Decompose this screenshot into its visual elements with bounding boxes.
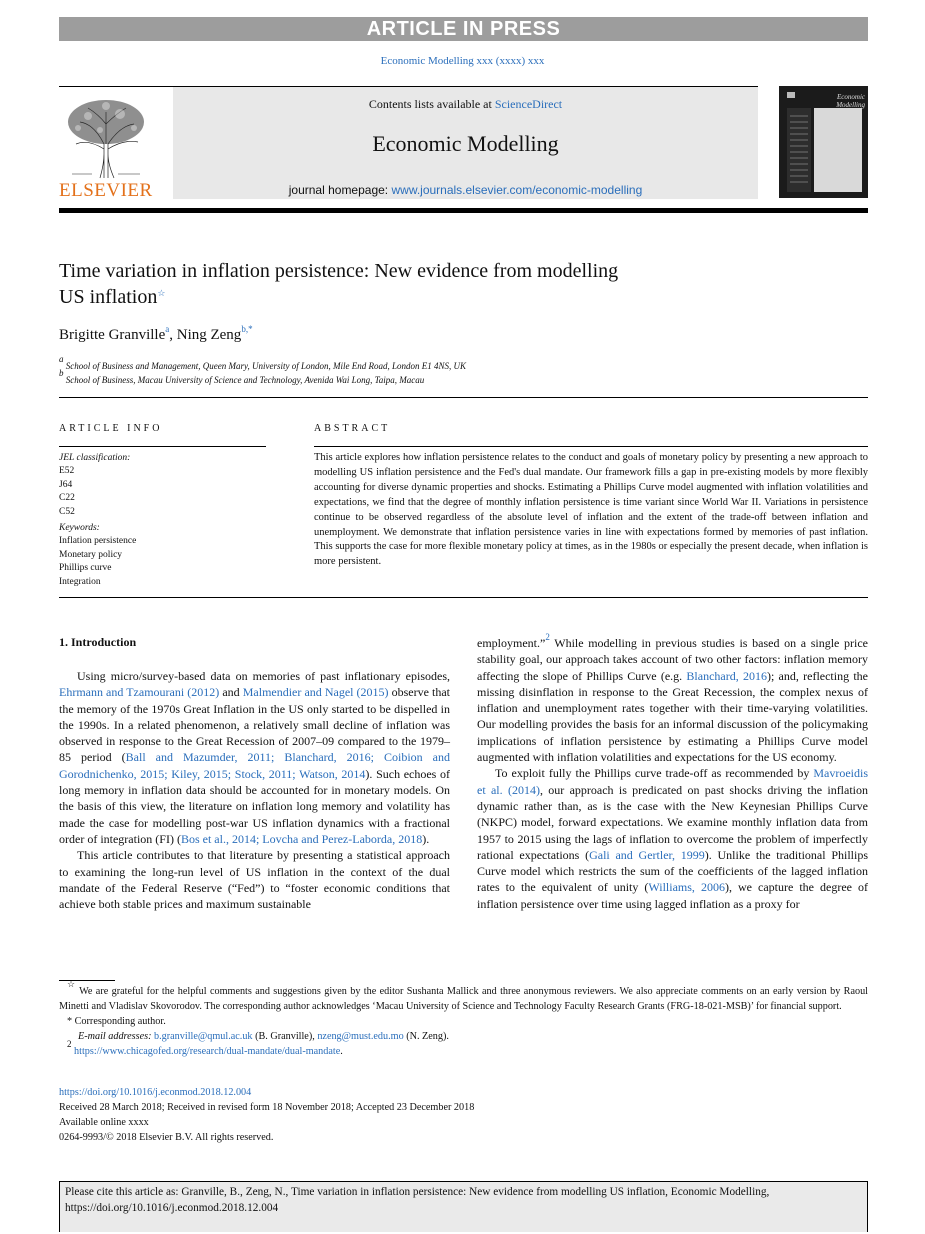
article-info-block [59, 452, 259, 589]
text-run: and [219, 685, 243, 700]
affiliation-a [59, 354, 466, 371]
text-run: While modelling in previous studies is based on a single price stability goal, our approach takes account of two other factors: inflation memory affecting the slope of Phillips Curve (e.g. [477, 636, 868, 683]
intro-paragraph-continued [477, 632, 868, 765]
author-1: Brigitte Granville [59, 327, 166, 343]
article-info-top-rule [59, 397, 868, 398]
article-info-rule [59, 446, 266, 447]
footnote-corresponding [59, 1014, 868, 1029]
footnote-2 [59, 1039, 868, 1059]
citation-link[interactable]: Gali and Gertler, 1999 [589, 847, 705, 862]
cite-box-text: Please cite this article as: Granville, B., Zeng, N., Time variation in inflation persistence: New evidence from modelling US inflation, Economic Modelling, https://doi.org/10.1016/j.econmod.2018.12.004 [65, 1186, 770, 1214]
citation-link[interactable]: Bos et al., 2014; Lovcha and Perez-Laborda, 2018 [180, 831, 423, 846]
contents-line [173, 97, 758, 112]
citation-link[interactable]: Blanchard, 2016 [686, 668, 767, 683]
corresponding-text: Corresponding author. [74, 1016, 166, 1027]
keywords-label: Keywords: [59, 523, 100, 534]
journal-name: Economic Modelling [372, 131, 559, 156]
email-name-1: (B. Granville), [252, 1031, 318, 1042]
text-run: , our approach is predicated on past shocks driving the inflation dynamic rather than, as is the case with the New Keynesian Phillips Curve (NKPC) model, forward expectations. We examine monthly inflation data from 1957 to 2015 using the lags of inflation to overcome the problem of imperfectly rational expectations ( [477, 782, 869, 862]
footnote-emails [59, 1029, 868, 1044]
footnote-2-end: . [340, 1046, 343, 1057]
jel-label: JEL classification: [59, 453, 131, 463]
author-2-affiliation-marker[interactable]: b,* [241, 324, 253, 334]
article-title [59, 258, 819, 310]
footnote-star-mark: ☆ [67, 979, 76, 989]
keyword: Phillips curve [59, 563, 112, 574]
title-footnote-star[interactable]: ☆ [157, 288, 166, 298]
abstract-rule [314, 446, 868, 447]
keyword: Inflation persistence [59, 536, 137, 547]
jel-code: E52 [59, 466, 75, 477]
journal-citation-link[interactable]: Economic Modelling xxx (xxxx) xxx [380, 55, 545, 67]
contents-prefix: Contents lists available at [368, 97, 495, 111]
affiliation-b-text: School of Business, Macau University of Science and Technology, Avenida Wai Long, Taipa, Macau [65, 375, 425, 385]
homepage-line [173, 183, 758, 197]
jel-code: C52 [59, 506, 75, 517]
right-column [477, 632, 869, 912]
journal-cover-image [779, 86, 868, 198]
email-label: E-mail addresses: [78, 1031, 152, 1042]
jel-code: C22 [59, 493, 75, 504]
article-metadata [59, 1085, 868, 1145]
citation-link[interactable]: Malmendier and Nagel (2015) [242, 685, 389, 700]
citation-link[interactable]: Ball and Mazumder, 2011; Blanchard, 2016; Coibion and Gorodnichenko, 2015; Kiley, 2015; Stock, 2011; Watson, 2014 [59, 750, 450, 781]
email-name-2: (N. Zeng). [403, 1031, 449, 1042]
email-link-2[interactable]: nzeng@must.edu.mo [317, 1031, 404, 1042]
title-line-1: Time variation in inflation persistence: New evidence from modelling [59, 260, 619, 282]
article-info-heading: ARTICLE INFO [59, 423, 163, 434]
jel-code: J64 [59, 479, 73, 490]
text-run: observe that the memory of the 1970s Great Inflation in the US only started to be dispelled in the 1990s. In a related phenomenon, a relatively small decline of inflation was observed in response to the Great Recession of 2007–09 compared to the 1979–85 period ( [59, 685, 451, 765]
abstract-heading: ABSTRACT [314, 423, 391, 434]
footnote-2-mark: 2 [67, 1039, 72, 1049]
section-heading-introduction: 1. Introduction [59, 635, 137, 649]
intro-paragraph-3 [477, 765, 868, 912]
footnote-2-link[interactable]: https://www.chicagofed.org/research/dual-mandate/dual-mandate [74, 1046, 341, 1057]
text-run: To exploit fully the Phillips curve trade-off as recommended by [495, 766, 814, 781]
citation-link[interactable]: Mavroeidis et al. (2014) [477, 766, 868, 797]
received-dates: Received 28 March 2018; Received in revised form 18 November 2018; Accepted 23 December 2018 [59, 1102, 475, 1113]
homepage-prefix: journal homepage: [288, 183, 392, 197]
affiliation-a-text: School of Business and Management, Queen Mary, University of London, Mile End Road, London E1 4NS, UK [65, 361, 466, 371]
sciencedirect-link[interactable]: ScienceDirect [494, 97, 563, 111]
copyright: 0264-9993/© 2018 Elsevier B.V. All rights reserved. [59, 1132, 274, 1143]
title-line-2: US inflation [59, 286, 158, 308]
intro-paragraph-1 [59, 668, 450, 847]
footnotes [59, 979, 868, 1059]
header-thick-rule [59, 208, 868, 213]
affiliation-b [59, 368, 425, 385]
text-run: employment.” [477, 636, 546, 650]
text-run: Using micro/survey-based data on memories of past inflationary episodes, [77, 669, 450, 683]
cover-title: Economic Modelling [836, 93, 865, 109]
affiliation-a-marker: a [59, 354, 64, 364]
email-link-1[interactable]: b.granville@qmul.ac.uk [154, 1031, 253, 1042]
corresponding-mark: * [67, 1016, 73, 1027]
text-run: ), we capture the degree of inflation persistence over time using lagged inflation as a proxy for [477, 880, 869, 911]
keyword: Integration [59, 576, 101, 587]
text-run: ). Unlike the traditional Phillips Curve model which restricts the sum of the coefficients of the lagged inflation rates to the equivalent of unity ( [477, 847, 868, 895]
footnote-2-marker[interactable]: 2 [545, 632, 550, 642]
author-2: Ning Zeng [176, 327, 242, 343]
homepage-link[interactable]: www.journals.elsevier.com/economic-modelling [391, 183, 643, 197]
affiliation-b-marker: b [59, 368, 64, 378]
citation-link[interactable]: Williams, 2006 [648, 880, 725, 895]
article-in-press-banner: ARTICLE IN PRESS [59, 17, 868, 41]
text-run: ). Such echoes of long memory in inflation data should be accounted for in monetary models. On the basis of this view, the literature on inflation long memory and volatility has made the case for modelling post-war US inflation dynamics with a fractional order of integration (FI) ( [59, 766, 450, 846]
citation-link[interactable]: Ehrmann and Tzamourani (2012) [59, 685, 220, 700]
abstract-text: This article explores how inflation persistence relates to the conduct and goals of monetary policy by presenting a new approach to modelling US inflation persistence and the Fed's dual mandate. Our framework fills a gap in pre-existing models by more flexibly accounting for diverse dynamic properties and shocks. Estimating a Phillips Curve model augmented with inflation volatilities and expectations, we find that the degree of monthly inflation persistence is time variant since World War II. Variations in persistence continue to be observed regardless of the absolute level of inflation and the extent of the trade-off between inflation and unemployment. We demonstrate that inflation persistence varies in line with expectations formed by memories of past inflation. This supports the case for more flexible monetary policy at times, as in the 1980s or especially the present decade, when inflation is more persistent. [314, 452, 868, 568]
text-run: ). [422, 831, 430, 846]
intro-paragraph-2: This article contributes to that literature by presenting a statistical approach to examining the long-run level of US inflation in the context of the dual mandate of the Federal Reserve (“Fed”) to “foster economic conditions that achieve both stable prices and maximum sustainable [59, 848, 450, 912]
author-1-affiliation-marker[interactable]: a [165, 324, 170, 334]
footnote-star [59, 979, 868, 1014]
article-info-bottom-rule [59, 597, 868, 598]
keyword: Monetary policy [59, 549, 123, 560]
available-online: Available online xxxx [59, 1117, 149, 1128]
author-list [59, 324, 253, 344]
text-run: ); and, reflecting the missing disinflation in response to the Great Recession, the complex nexus of inflation and unemployment rates together with their time-varying volatilities. Our modelling provides the basis for an informal discussion of the policymaking implications of inflation persistence by estimating a Phillips Curve model augmented with inflation volatilities and expectations for the US economy. [477, 668, 868, 765]
doi-link[interactable]: https://doi.org/10.1016/j.econmod.2018.12.004 [59, 1087, 252, 1098]
left-column [59, 668, 450, 912]
footnote-star-text: We are grateful for the helpful comments and suggestions given by the editor Sushanta Mallick and three anonymous reviewers. We also appreciate comments on an early version by Raoul Minetti and Vladislav Skovorodov. The corresponding author acknowledges ‘Macau University of Science and Technology Faculty Research Grants (FRG-18-021-MSB)’ for financial support. [59, 986, 868, 1012]
tree-icon [58, 94, 154, 180]
publisher-logo-text: ELSEVIER [59, 180, 153, 201]
author-separator: , [169, 327, 177, 343]
